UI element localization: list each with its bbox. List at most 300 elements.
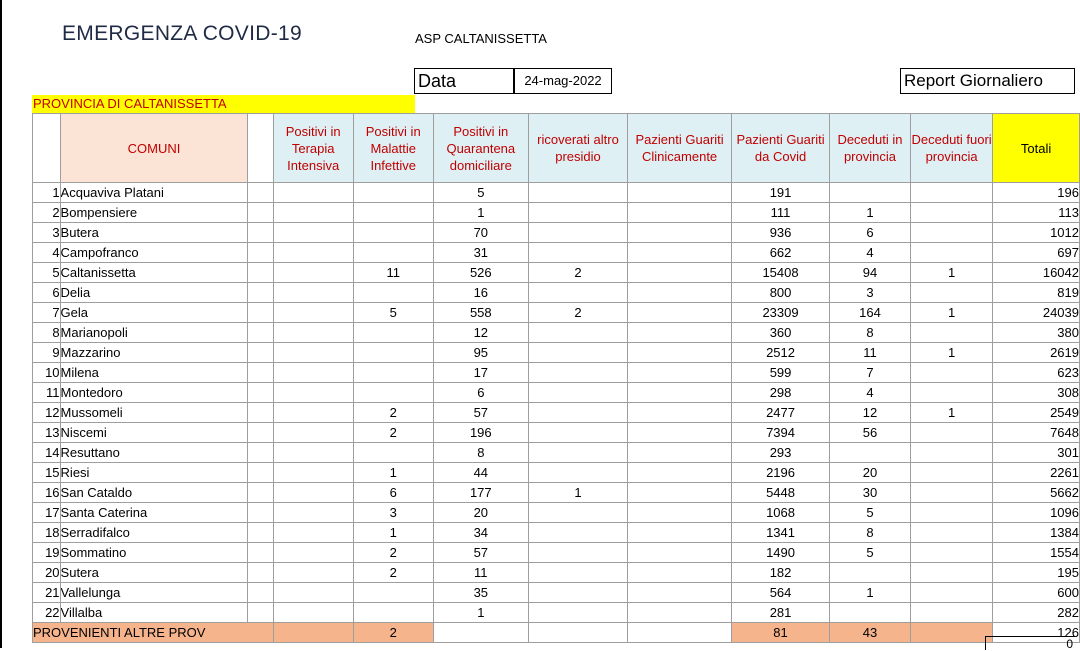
- comune-name: Villalba: [60, 603, 248, 623]
- malattie-value: 2: [353, 543, 433, 563]
- ricoverati-value: [528, 223, 627, 243]
- deceduti-fuori-value: [911, 543, 993, 563]
- row-spacer: [248, 363, 273, 383]
- quarantena-value: 177: [433, 483, 528, 503]
- organization-label: ASP CALTANISSETTA: [415, 31, 547, 46]
- row-spacer: [248, 583, 273, 603]
- table-row: [33, 563, 1080, 583]
- totali-value: 301: [993, 443, 1080, 463]
- deceduti-fuori-value: [911, 183, 993, 203]
- footer-deceduti-fuori: [911, 623, 993, 643]
- deceduti-in-value: 56: [829, 423, 910, 443]
- table-row: [33, 583, 1080, 603]
- comune-name: Marianopoli: [60, 323, 248, 343]
- totali-value: 282: [993, 603, 1080, 623]
- malattie-value: 2: [353, 423, 433, 443]
- terapia-value: [273, 403, 353, 423]
- table-row: [33, 443, 1080, 463]
- row-index: 16: [33, 483, 61, 503]
- row-index: 18: [33, 523, 61, 543]
- totali-value: 697: [993, 243, 1080, 263]
- row-spacer: [248, 343, 273, 363]
- row-spacer: [248, 403, 273, 423]
- malattie-value: [353, 283, 433, 303]
- ricoverati-value: 1: [528, 483, 627, 503]
- extra-total-cell: 0: [985, 636, 1075, 650]
- guariti-value: 2512: [732, 343, 830, 363]
- terapia-value: [273, 283, 353, 303]
- guariti-value: 662: [732, 243, 830, 263]
- deceduti-fuori-value: [911, 503, 993, 523]
- table-row: [33, 283, 1080, 303]
- deceduti-fuori-value: [911, 363, 993, 383]
- comune-name: Caltanissetta: [60, 263, 248, 283]
- row-index: 21: [33, 583, 61, 603]
- deceduti-in-value: [829, 563, 910, 583]
- terapia-value: [273, 503, 353, 523]
- header-guariti: Pazienti Guariti da Covid: [732, 114, 830, 183]
- guariti-value: 293: [732, 443, 830, 463]
- row-spacer: [248, 223, 273, 243]
- deceduti-fuori-value: [911, 283, 993, 303]
- totali-value: 1384: [993, 523, 1080, 543]
- deceduti-in-value: 1: [829, 203, 910, 223]
- ricoverati-value: [528, 203, 627, 223]
- comune-name: Niscemi: [60, 423, 248, 443]
- quarantena-value: 17: [433, 363, 528, 383]
- quarantena-value: 95: [433, 343, 528, 363]
- clinic-value: [628, 443, 732, 463]
- malattie-value: 6: [353, 483, 433, 503]
- report-type-label: Report Giornaliero: [900, 68, 1075, 94]
- clinic-value: [628, 243, 732, 263]
- deceduti-in-value: 12: [829, 403, 910, 423]
- terapia-value: [273, 263, 353, 283]
- header-malattie: Positivi in Malattie Infettive: [353, 114, 433, 183]
- quarantena-value: 11: [433, 563, 528, 583]
- terapia-value: [273, 423, 353, 443]
- footer-quarantena: [433, 623, 528, 643]
- malattie-value: 3: [353, 503, 433, 523]
- row-spacer: [248, 463, 273, 483]
- deceduti-fuori-value: 1: [911, 303, 993, 323]
- table-row: [33, 523, 1080, 543]
- quarantena-value: 8: [433, 443, 528, 463]
- row-index: 9: [33, 343, 61, 363]
- guariti-value: 15408: [732, 263, 830, 283]
- deceduti-in-value: [829, 603, 910, 623]
- row-index: 5: [33, 263, 61, 283]
- table-row: [33, 423, 1080, 443]
- malattie-value: 1: [353, 523, 433, 543]
- totali-value: 623: [993, 363, 1080, 383]
- malattie-value: [353, 323, 433, 343]
- deceduti-fuori-value: [911, 563, 993, 583]
- malattie-value: 11: [353, 263, 433, 283]
- totali-value: 1554: [993, 543, 1080, 563]
- clinic-value: [628, 303, 732, 323]
- quarantena-value: 44: [433, 463, 528, 483]
- deceduti-in-value: 4: [829, 243, 910, 263]
- clinic-value: [628, 323, 732, 343]
- comune-name: Sutera: [60, 563, 248, 583]
- province-banner: PROVINCIA DI CALTANISSETTA: [32, 95, 415, 113]
- header-deceduti-in: Deceduti in provincia: [829, 114, 910, 183]
- ricoverati-value: [528, 403, 627, 423]
- row-index: 14: [33, 443, 61, 463]
- header-quarantena: Positivi in Quarantena domiciliare: [433, 114, 528, 183]
- quarantena-value: 34: [433, 523, 528, 543]
- page-title: EMERGENZA COVID-19: [62, 22, 302, 45]
- comune-name: Bompensiere: [60, 203, 248, 223]
- deceduti-in-value: 5: [829, 543, 910, 563]
- row-spacer: [248, 323, 273, 343]
- row-spacer: [248, 303, 273, 323]
- malattie-value: [353, 443, 433, 463]
- footer-guariti: 81: [732, 623, 830, 643]
- terapia-value: [273, 223, 353, 243]
- terapia-value: [273, 343, 353, 363]
- quarantena-value: 558: [433, 303, 528, 323]
- quarantena-value: 5: [433, 183, 528, 203]
- footer-row: [33, 623, 1080, 643]
- ricoverati-value: [528, 603, 627, 623]
- table-row: [33, 223, 1080, 243]
- clinic-value: [628, 423, 732, 443]
- guariti-value: 800: [732, 283, 830, 303]
- table-row: [33, 263, 1080, 283]
- row-index: 6: [33, 283, 61, 303]
- ricoverati-value: [528, 323, 627, 343]
- terapia-value: [273, 543, 353, 563]
- totali-value: 600: [993, 583, 1080, 603]
- comune-name: Delia: [60, 283, 248, 303]
- guariti-value: 1490: [732, 543, 830, 563]
- row-index: 3: [33, 223, 61, 243]
- deceduti-fuori-value: [911, 323, 993, 343]
- footer-deceduti-in: 43: [829, 623, 910, 643]
- clinic-value: [628, 583, 732, 603]
- row-spacer: [248, 183, 273, 203]
- ricoverati-value: [528, 343, 627, 363]
- guariti-value: 5448: [732, 483, 830, 503]
- table-row: [33, 363, 1080, 383]
- covid-table: [32, 113, 1080, 643]
- clinic-value: [628, 363, 732, 383]
- quarantena-value: 1: [433, 603, 528, 623]
- deceduti-fuori-value: [911, 523, 993, 543]
- terapia-value: [273, 443, 353, 463]
- deceduti-in-value: 94: [829, 263, 910, 283]
- row-index: 2: [33, 203, 61, 223]
- row-spacer: [248, 503, 273, 523]
- deceduti-fuori-value: [911, 603, 993, 623]
- terapia-value: [273, 483, 353, 503]
- table-row: [33, 243, 1080, 263]
- row-spacer: [248, 603, 273, 623]
- ricoverati-value: [528, 363, 627, 383]
- totali-value: 1012: [993, 223, 1080, 243]
- table-row: [33, 203, 1080, 223]
- quarantena-value: 196: [433, 423, 528, 443]
- deceduti-fuori-value: [911, 223, 993, 243]
- header-clinic: Pazienti Guariti Clinicamente: [628, 114, 732, 183]
- clinic-value: [628, 383, 732, 403]
- clinic-value: [628, 563, 732, 583]
- row-index: 15: [33, 463, 61, 483]
- totali-value: 7648: [993, 423, 1080, 443]
- table-row: [33, 603, 1080, 623]
- quarantena-value: 1: [433, 203, 528, 223]
- deceduti-fuori-value: [911, 583, 993, 603]
- malattie-value: 5: [353, 303, 433, 323]
- row-index: 19: [33, 543, 61, 563]
- malattie-value: 1: [353, 463, 433, 483]
- comune-name: Montedoro: [60, 383, 248, 403]
- deceduti-fuori-value: [911, 463, 993, 483]
- row-spacer: [248, 283, 273, 303]
- malattie-value: [353, 183, 433, 203]
- header-comuni: COMUNI: [60, 114, 248, 183]
- comune-name: Gela: [60, 303, 248, 323]
- terapia-value: [273, 323, 353, 343]
- header-terapia: Positivi in Terapia Intensiva: [273, 114, 353, 183]
- table-row: [33, 383, 1080, 403]
- deceduti-in-value: 20: [829, 463, 910, 483]
- clinic-value: [628, 343, 732, 363]
- totali-value: 819: [993, 283, 1080, 303]
- guariti-value: 7394: [732, 423, 830, 443]
- clinic-value: [628, 523, 732, 543]
- clinic-value: [628, 403, 732, 423]
- deceduti-fuori-value: 1: [911, 263, 993, 283]
- deceduti-in-value: 3: [829, 283, 910, 303]
- terapia-value: [273, 583, 353, 603]
- header-deceduti-fuori: Deceduti fuori provincia: [911, 114, 993, 183]
- date-label: Data: [414, 68, 514, 94]
- deceduti-fuori-value: 1: [911, 343, 993, 363]
- ricoverati-value: [528, 503, 627, 523]
- comune-name: Acquaviva Platani: [60, 183, 248, 203]
- table-row: [33, 343, 1080, 363]
- malattie-value: [353, 243, 433, 263]
- totali-value: 24039: [993, 303, 1080, 323]
- comune-name: Sommatino: [60, 543, 248, 563]
- clinic-value: [628, 543, 732, 563]
- deceduti-in-value: 6: [829, 223, 910, 243]
- clinic-value: [628, 183, 732, 203]
- totali-value: 16042: [993, 263, 1080, 283]
- malattie-value: 2: [353, 403, 433, 423]
- deceduti-in-value: [829, 183, 910, 203]
- table-row: [33, 463, 1080, 483]
- terapia-value: [273, 183, 353, 203]
- row-spacer: [248, 423, 273, 443]
- table-row: [33, 303, 1080, 323]
- ricoverati-value: [528, 183, 627, 203]
- totali-value: 5662: [993, 483, 1080, 503]
- row-spacer: [248, 443, 273, 463]
- row-index: 10: [33, 363, 61, 383]
- deceduti-fuori-value: 1: [911, 403, 993, 423]
- ricoverati-value: [528, 243, 627, 263]
- guariti-value: 936: [732, 223, 830, 243]
- table-row: [33, 543, 1080, 563]
- deceduti-fuori-value: [911, 483, 993, 503]
- row-index: 7: [33, 303, 61, 323]
- clinic-value: [628, 463, 732, 483]
- deceduti-in-value: 8: [829, 523, 910, 543]
- row-spacer: [248, 483, 273, 503]
- deceduti-in-value: 7: [829, 363, 910, 383]
- deceduti-in-value: 164: [829, 303, 910, 323]
- clinic-value: [628, 263, 732, 283]
- guariti-value: 191: [732, 183, 830, 203]
- footer-terapia: [273, 623, 353, 643]
- ricoverati-value: [528, 383, 627, 403]
- malattie-value: 2: [353, 563, 433, 583]
- guariti-value: 360: [732, 323, 830, 343]
- quarantena-value: 6: [433, 383, 528, 403]
- ricoverati-value: [528, 543, 627, 563]
- row-index: 22: [33, 603, 61, 623]
- header-index: [33, 114, 61, 183]
- deceduti-fuori-value: [911, 423, 993, 443]
- totali-value: 113: [993, 203, 1080, 223]
- guariti-value: 564: [732, 583, 830, 603]
- date-value: 24-mag-2022: [514, 68, 612, 94]
- row-spacer: [248, 543, 273, 563]
- header-spacer: [248, 114, 273, 183]
- malattie-value: [353, 603, 433, 623]
- terapia-value: [273, 243, 353, 263]
- comune-name: Mussomeli: [60, 403, 248, 423]
- guariti-value: 23309: [732, 303, 830, 323]
- table-row: [33, 403, 1080, 423]
- clinic-value: [628, 203, 732, 223]
- ricoverati-value: [528, 463, 627, 483]
- table-row: [33, 323, 1080, 343]
- row-index: 8: [33, 323, 61, 343]
- comune-name: Milena: [60, 363, 248, 383]
- table-row: [33, 183, 1080, 203]
- totali-value: 2549: [993, 403, 1080, 423]
- comune-name: Vallelunga: [60, 583, 248, 603]
- table-header-row: [33, 114, 1080, 183]
- guariti-value: 2196: [732, 463, 830, 483]
- totali-value: 308: [993, 383, 1080, 403]
- comune-name: San Cataldo: [60, 483, 248, 503]
- footer-ricoverati: [528, 623, 627, 643]
- quarantena-value: 31: [433, 243, 528, 263]
- quarantena-value: 526: [433, 263, 528, 283]
- footer-label: PROVENIENTI ALTRE PROV: [33, 623, 274, 643]
- terapia-value: [273, 463, 353, 483]
- comune-name: Santa Caterina: [60, 503, 248, 523]
- totali-value: 1096: [993, 503, 1080, 523]
- terapia-value: [273, 523, 353, 543]
- ricoverati-value: 2: [528, 303, 627, 323]
- table-row: [33, 503, 1080, 523]
- totali-value: 380: [993, 323, 1080, 343]
- comune-name: Butera: [60, 223, 248, 243]
- deceduti-in-value: 1: [829, 583, 910, 603]
- deceduti-fuori-value: [911, 443, 993, 463]
- guariti-value: 1341: [732, 523, 830, 543]
- deceduti-fuori-value: [911, 203, 993, 223]
- guariti-value: 298: [732, 383, 830, 403]
- ricoverati-value: [528, 583, 627, 603]
- deceduti-in-value: [829, 443, 910, 463]
- row-index: 13: [33, 423, 61, 443]
- comune-name: Campofranco: [60, 243, 248, 263]
- footer-malattie: 2: [353, 623, 433, 643]
- malattie-value: [353, 223, 433, 243]
- totali-value: 2261: [993, 463, 1080, 483]
- clinic-value: [628, 283, 732, 303]
- terapia-value: [273, 363, 353, 383]
- row-index: 11: [33, 383, 61, 403]
- guariti-value: 182: [732, 563, 830, 583]
- clinic-value: [628, 483, 732, 503]
- left-border-line: [0, 0, 2, 648]
- deceduti-in-value: 8: [829, 323, 910, 343]
- quarantena-value: 70: [433, 223, 528, 243]
- malattie-value: [353, 343, 433, 363]
- malattie-value: [353, 203, 433, 223]
- row-spacer: [248, 203, 273, 223]
- comune-name: Riesi: [60, 463, 248, 483]
- ricoverati-value: [528, 423, 627, 443]
- guariti-value: 599: [732, 363, 830, 383]
- totali-value: 2619: [993, 343, 1080, 363]
- clinic-value: [628, 603, 732, 623]
- ricoverati-value: [528, 523, 627, 543]
- ricoverati-value: [528, 563, 627, 583]
- row-index: 1: [33, 183, 61, 203]
- quarantena-value: 57: [433, 403, 528, 423]
- table-row: [33, 483, 1080, 503]
- guariti-value: 2477: [732, 403, 830, 423]
- ricoverati-value: [528, 443, 627, 463]
- deceduti-fuori-value: [911, 243, 993, 263]
- comune-name: Resuttano: [60, 443, 248, 463]
- deceduti-in-value: 4: [829, 383, 910, 403]
- comune-name: Serradifalco: [60, 523, 248, 543]
- row-index: 17: [33, 503, 61, 523]
- terapia-value: [273, 203, 353, 223]
- row-spacer: [248, 563, 273, 583]
- terapia-value: [273, 303, 353, 323]
- malattie-value: [353, 583, 433, 603]
- quarantena-value: 16: [433, 283, 528, 303]
- ricoverati-value: 2: [528, 263, 627, 283]
- header-ricoverati: ricoverati altro presidio: [528, 114, 627, 183]
- deceduti-in-value: 5: [829, 503, 910, 523]
- row-spacer: [248, 523, 273, 543]
- clinic-value: [628, 503, 732, 523]
- totali-value: 196: [993, 183, 1080, 203]
- quarantena-value: 12: [433, 323, 528, 343]
- header-totali: Totali: [993, 114, 1080, 183]
- totali-value: 195: [993, 563, 1080, 583]
- deceduti-in-value: 30: [829, 483, 910, 503]
- footer-totali: 126: [993, 623, 1080, 643]
- quarantena-value: 57: [433, 543, 528, 563]
- row-index: 20: [33, 563, 61, 583]
- row-spacer: [248, 263, 273, 283]
- row-spacer: [248, 383, 273, 403]
